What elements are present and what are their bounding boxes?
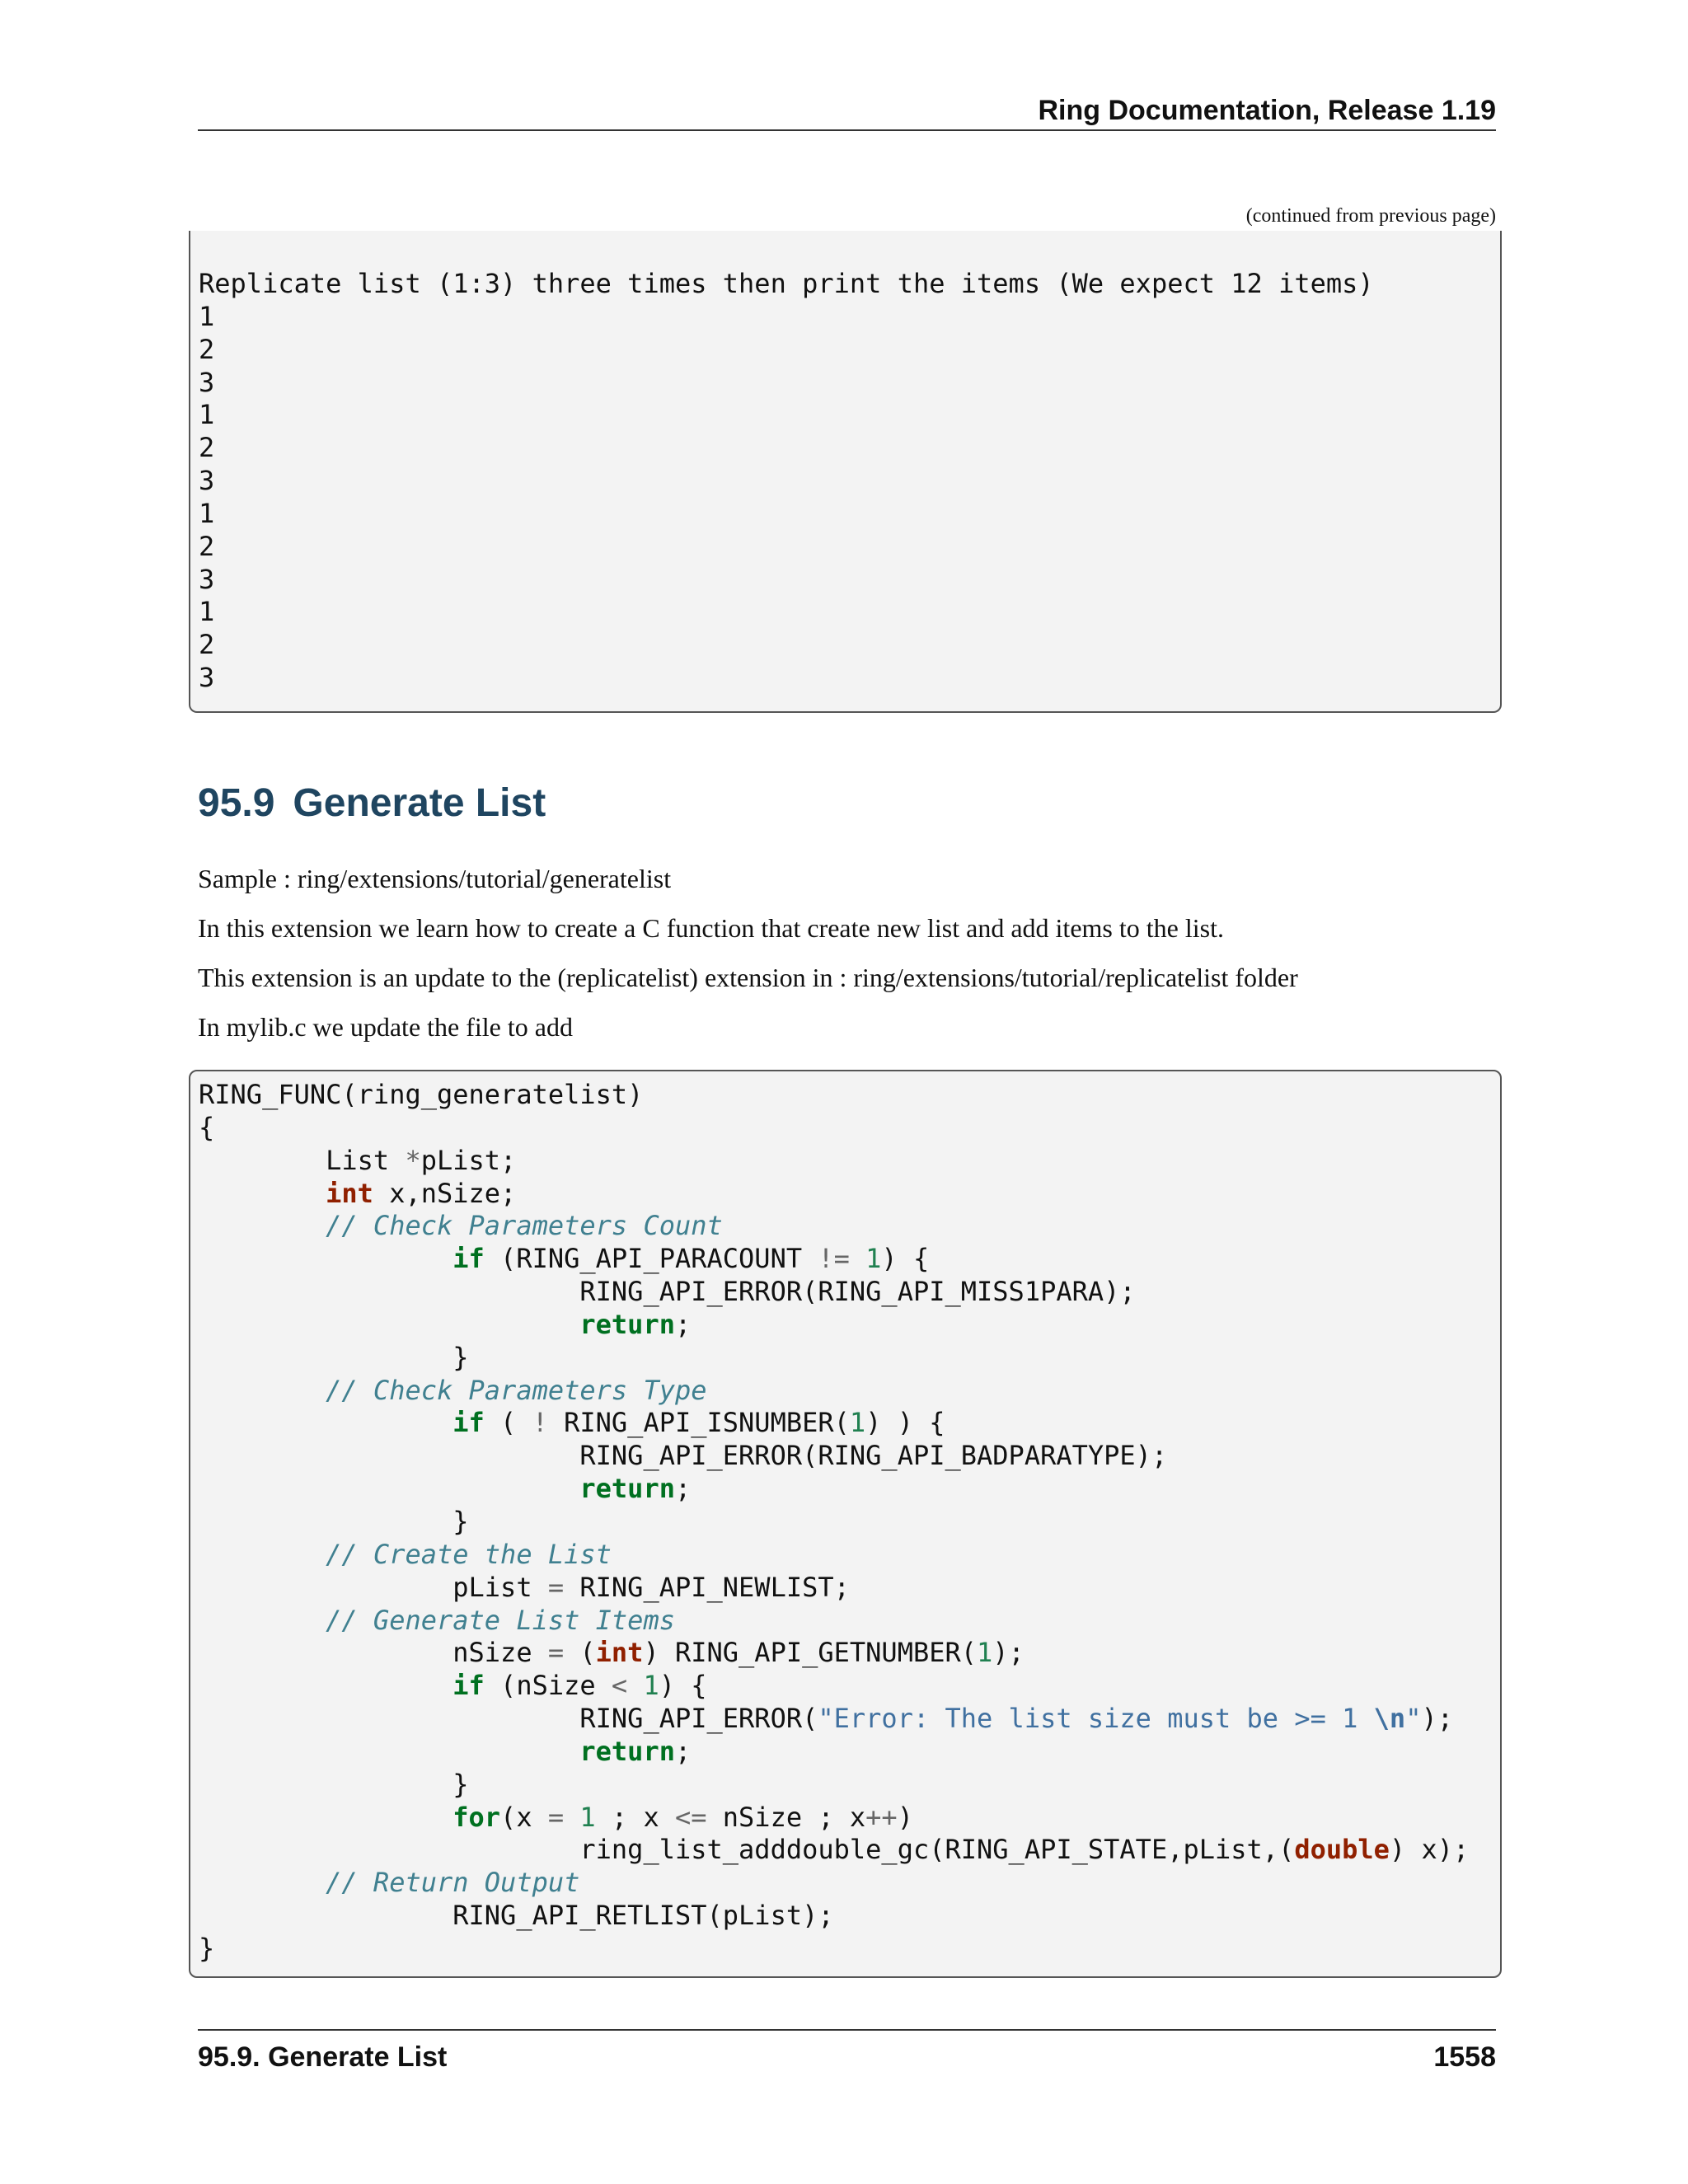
code-line: return; [579, 1473, 692, 1505]
code-line: if (nSize < 1) { [452, 1670, 707, 1702]
code-line: int x,nSize; [326, 1177, 517, 1209]
output-line: 3 [199, 366, 215, 398]
footer-section: 95.9. Generate List [198, 2041, 448, 2073]
code-line: if ( ! RING_API_ISNUMBER(1) ) { [452, 1407, 945, 1439]
output-line: 3 [199, 662, 215, 694]
code-line: RING_API_RETLIST(pList); [199, 1900, 834, 1932]
running-header: Ring Documentation, Release 1.19 [1038, 95, 1496, 126]
code-line: RING_FUNC(ring_generatelist) [199, 1079, 644, 1110]
code-line: if (RING_API_PARACOUNT != 1) { [452, 1243, 930, 1275]
code-line: { [199, 1111, 215, 1143]
continued-note: (continued from previous page) [1245, 205, 1496, 227]
output-line: 1 [199, 300, 215, 332]
footer-divider [198, 2029, 1496, 2031]
output-line: 2 [199, 333, 215, 365]
section-heading [198, 779, 546, 828]
code-line: } [199, 1932, 215, 1964]
update-paragraph: This extension is an update to the (replicatelist) extension in : ring/extensions/tutorial/replicatelist folder [198, 963, 1298, 992]
output-line: 1 [199, 596, 215, 628]
code-line: return; [579, 1308, 692, 1340]
intro-paragraph: In this extension we learn how to create a C function that create new list and add items to the list. [198, 913, 1224, 943]
code-line: RING_API_ERROR("Error: The list size must be >= 1 \n"); [199, 1703, 1453, 1735]
sample-path-paragraph: Sample : ring/extensions/tutorial/generatelist [198, 864, 672, 893]
mylib-paragraph: In mylib.c we update the file to add [198, 1012, 573, 1042]
output-line: 1 [199, 497, 215, 529]
output-line: Replicate list (1:3) three times then print the items (We expect 12 items) [199, 268, 1374, 299]
page-number: 1558 [1433, 2041, 1496, 2073]
code-line: } [199, 1341, 469, 1373]
code-line: // Check Parameters Count [326, 1210, 723, 1242]
code-line: } [199, 1505, 469, 1537]
code-line: RING_API_ERROR(RING_API_BADPARATYPE); [199, 1440, 1168, 1472]
output-line: 3 [199, 563, 215, 595]
code-line: // Return Output [326, 1867, 580, 1899]
code-line: RING_API_ERROR(RING_API_MISS1PARA); [199, 1276, 1136, 1308]
code-line: // Generate List Items [326, 1604, 675, 1636]
code-line: ring_list_adddouble_gc(RING_API_STATE,pList,(double) x); [199, 1834, 1470, 1866]
code-line: pList = RING_API_NEWLIST; [199, 1571, 850, 1603]
code-line: } [199, 1768, 469, 1800]
output-line: 2 [199, 629, 215, 661]
output-line: 2 [199, 432, 215, 464]
output-line: 1 [199, 399, 215, 431]
output-code-block [189, 231, 1502, 713]
code-line: return; [579, 1735, 692, 1767]
running-footer [198, 2037, 1496, 2077]
section-title: Generate List [293, 781, 546, 825]
header-divider [198, 129, 1496, 131]
output-line: 3 [199, 465, 215, 497]
c-code-block [189, 1070, 1502, 1978]
code-line: nSize = (int) RING_API_GETNUMBER(1); [199, 1637, 1025, 1669]
output-line: 2 [199, 530, 215, 562]
code-line: // Create the List [326, 1538, 612, 1570]
code-line: for(x = 1 ; x <= nSize ; x++) [452, 1801, 913, 1833]
code-line: // Check Parameters Type [326, 1374, 707, 1406]
code-line: List *pList; [199, 1144, 517, 1176]
section-number: 95.9 [198, 781, 275, 825]
